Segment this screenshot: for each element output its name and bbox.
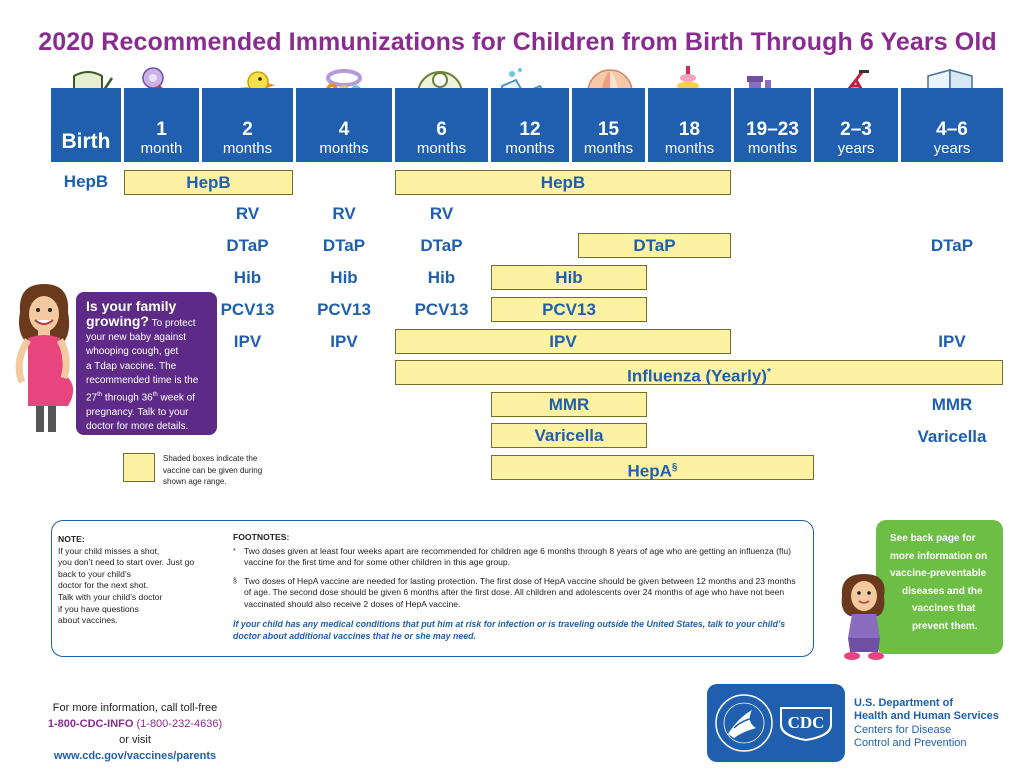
age-4-months: 4 months <box>319 119 369 157</box>
hhs-seal-icon <box>712 688 776 758</box>
hepb-bar-1-2-months: HepB <box>124 170 293 195</box>
influenza-footnote-mark: * <box>766 367 771 378</box>
age-19-23-months: 19–23 months <box>746 119 799 157</box>
cdc-logo-text: CDC <box>787 713 825 732</box>
hib-4-months: Hib <box>330 268 358 287</box>
ipv-4-6-years: IPV <box>938 332 966 351</box>
pcv13-6-months: PCV13 <box>414 300 469 319</box>
pcv13-4-months: PCV13 <box>317 300 371 319</box>
age-15-months: 15 months <box>583 119 634 157</box>
hepa-footnote-mark: § <box>671 462 678 473</box>
age-18-months: 18 months <box>664 119 715 157</box>
note-section: NOTE: If your child misses a shot, you don’t need to start over. Just go back to your child’s doctor for the next shot. Talk with your child’s doctor if you have questions about vaccines. <box>58 534 195 626</box>
legend-text: Shaded boxes indicate the vaccine can be given during shown age range. <box>163 454 263 486</box>
pcv13-bar-12-15-months: PCV13 <box>491 297 647 322</box>
age-6-months: 6 months <box>416 119 467 157</box>
hib-bar-12-15-months: Hib <box>491 265 647 290</box>
footnote-hepa: § Two doses of HepA vaccine are needed for lasting protection. The first dose of HepA vaccine should be given between 12 months and 23 months of age. The second dose should be given 6 months after the first dose. All children and adolescents over 24 months of age who have not been vaccinated should also receive 2 doses of HepA vaccine. <box>233 575 796 609</box>
influenza-bar-yearly <box>395 360 1003 385</box>
dtap-2-months: DTaP <box>226 236 269 255</box>
legend-swatch <box>123 453 155 482</box>
influenza-label: Influenza (Yearly) <box>627 366 767 386</box>
back-page-info-box: See back page for more information on vaccine-preventable diseases and the vaccines that prevent them. <box>876 520 1003 654</box>
rv-4-months: RV <box>332 204 356 223</box>
contact-info: For more information, call toll-free 1-800-CDC-INFO (1-800-232-4636) or visit www.cdc.gov/vaccines/parents <box>40 700 230 764</box>
hib-6-months: Hib <box>427 268 456 287</box>
dtap-bar-15-18-months: DTaP <box>578 233 731 258</box>
dtap-4-months: DTaP <box>322 236 366 255</box>
hepb-birth: HepB <box>63 172 109 191</box>
age-birth: Birth <box>61 130 111 153</box>
ipv-2-months: IPV <box>233 332 262 351</box>
mmr-bar-12-15-months: MMR <box>491 392 647 417</box>
hepa-bar-12-23-months <box>491 455 814 480</box>
cdc-logo <box>776 703 836 743</box>
age-1-month: 1 month <box>140 119 183 157</box>
dtap-6-months: DTaP <box>420 236 463 255</box>
hib-2-months: Hib <box>233 268 262 287</box>
tdap-pregnancy-callout: Is your family growing? To protect your new baby against whooping cough, get a Tdap vaccine. The recommended time is the 27th through 36th week of pregnancy. Talk to your doctor for more details. <box>76 292 217 435</box>
footnote-influenza: * Two doses given at least four weeks apart are recommended for children age 6 months through 8 years of age who are getting an influenza (flu) vaccine for the first time and for some other children in this age group. <box>233 545 791 568</box>
age-4-6-years: 4–6 years <box>933 119 971 157</box>
hhs-department-name: U.S. Department of Health and Human Services Centers for Disease Control and Prevention <box>854 697 999 750</box>
risk-advice: If your child has any medical conditions that put him at risk for infection or is traveling outside the United States, talk to your child’s doctor about additional vaccines that he or she may need. <box>233 618 786 641</box>
rv-6-months: RV <box>429 204 454 223</box>
footnotes-section: FOOTNOTES: * Two doses given at least four weeks apart are recommended for children age 6 months through 8 years of age who are getting an influenza (flu) vaccine for the first time and for some other children in this age group. § Two doses of HepA vaccine are needed for lasting protection. The first dose of HepA vaccine should be given between 12 months and 23 months of age. The second dose should be given 6 months after the first dose. All children and adolescents over 24 months of age who have not been vaccinated should also receive 2 doses of HepA vaccine. If your child has any medical conditions that put him at risk for infection or is traveling outside the United States, talk to your child’s doctor about additional vaccines that he or she may need. <box>233 532 805 642</box>
pregnant-mother-illustration <box>10 282 80 434</box>
age-2-3-years: 2–3 years <box>837 119 875 157</box>
pcv13-2-months: PCV13 <box>220 300 275 319</box>
phone-number[interactable]: 1-800-CDC-INFO <box>47 718 134 730</box>
page-title: 2020 Recommended Immunizations for Children from Birth Through 6 Years Old <box>38 28 997 56</box>
varicella-4-6-years: Varicella <box>917 427 987 446</box>
ipv-4-months: IPV <box>330 332 358 351</box>
hepa-label: HepA <box>627 461 672 481</box>
dtap-4-6-years: DTaP <box>930 236 974 255</box>
mmr-4-6-years: MMR <box>931 395 973 414</box>
cdc-website-link[interactable]: www.cdc.gov/vaccines/parents <box>53 750 217 762</box>
age-12-months: 12 months <box>505 119 555 157</box>
ipv-bar-6-18-months: IPV <box>395 329 731 354</box>
age-2-months: 2 months <box>222 119 273 157</box>
rv-2-months: RV <box>235 204 260 223</box>
hepb-bar-6-18-months: HepB <box>395 170 731 195</box>
girl-illustration <box>832 572 898 662</box>
varicella-bar-12-15-months: Varicella <box>491 423 647 448</box>
